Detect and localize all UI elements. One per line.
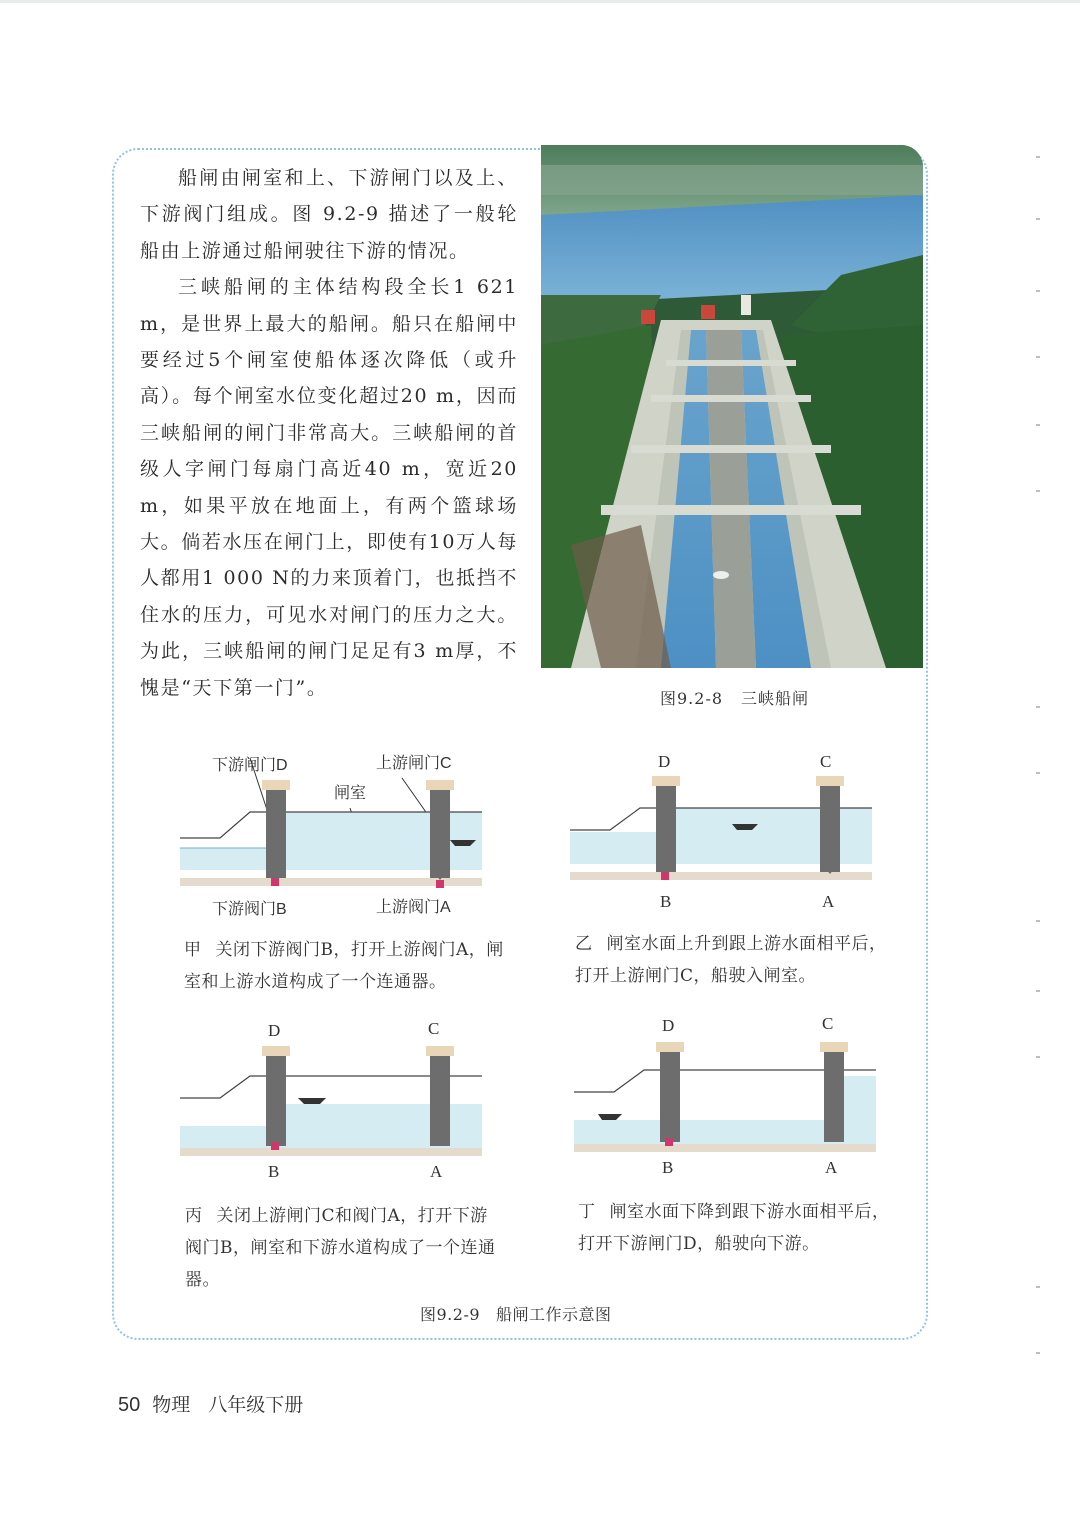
label-b-b: B: [660, 892, 672, 911]
figure-caption-number: 图9.2-9: [420, 1305, 481, 1324]
footer-grade: 八年级下册: [208, 1394, 304, 1416]
figure-caption-title: 船闸工作示意图: [496, 1305, 612, 1324]
intro-text: [140, 160, 518, 706]
caption-a: [184, 934, 504, 998]
three-gorges-lock-photo: [541, 145, 923, 668]
label-b-a: A: [822, 892, 835, 911]
label-d-a: A: [825, 1158, 838, 1177]
label-b-d: D: [658, 752, 671, 771]
label-c-d: D: [268, 1021, 281, 1040]
page-number: 50: [118, 1394, 141, 1416]
intro-paragraph-1: 船闸由闸室和上、下游闸门以及上、下游阀门组成。图 9.2-9 描述了一般轮船由上游通过船闸驶往下游的情况。: [140, 167, 518, 262]
label-d-c: C: [822, 1014, 834, 1033]
caption-d: [578, 1196, 896, 1260]
label-c-b: B: [268, 1162, 280, 1181]
caption-b-text: 闸室水面上升到跟上游水面相平后，打开上游闸门C，船驶入闸室。: [575, 934, 887, 986]
label-d-d: D: [662, 1016, 675, 1035]
label-upstream-gate-c: 上游闸门C: [376, 755, 452, 772]
lock-diagram-b: [570, 726, 880, 886]
label-upstream-valve-a: 上游阀门A: [376, 899, 451, 916]
lock-diagram-c: [180, 1000, 490, 1160]
caption-a-mark: 甲: [184, 940, 202, 960]
intro-paragraph-2: 三峡船闸的主体结构段全长1 621 m，是世界上最大的船闸。船只在船闸中要经过5个闸室使船体逐次降低（或升高）。每个闸室水位变化超过20 m，因而三峡船闸的闸门非常高大。三峡船闸的首级人字闸门每扇门高近40 m，宽近20 m，如果平放在地面上，有两个篮球场大。倘若水压在闸门上，即使有10万人每人都用1 000 N的力来顶着门，也抵挡不住水的压力，可见水对闸门的压力之大。为此，三峡船闸的闸门足足有3 m厚，不愧是“天下第一门”。: [140, 276, 518, 699]
caption-b-mark: 乙: [575, 934, 593, 954]
label-downstream-valve-b: 下游阀门B: [212, 901, 287, 918]
photo-caption: [660, 686, 809, 709]
label-b-c: C: [820, 752, 832, 771]
label-c-c: C: [428, 1019, 440, 1038]
caption-c-mark: 丙: [185, 1206, 203, 1226]
label-chamber: 闸室: [334, 785, 367, 802]
label-c-a: A: [430, 1162, 443, 1181]
top-edge-line: [0, 0, 1080, 3]
label-downstream-gate-d: 下游闸门D: [212, 757, 288, 774]
caption-c: [185, 1200, 503, 1296]
figure-caption: [420, 1302, 612, 1325]
photo-caption-title: 三峡船闸: [741, 689, 810, 708]
caption-d-text: 闸室水面下降到跟下游水面相平后，打开下游闸门D，船驶向下游。: [578, 1202, 890, 1254]
lock-diagram-d: [574, 996, 884, 1156]
page-footer: [118, 1390, 303, 1417]
caption-b: [575, 928, 893, 992]
lock-diagram-a: [180, 730, 490, 890]
photo-caption-number: 图9.2-8: [660, 689, 724, 708]
caption-d-mark: 丁: [578, 1202, 596, 1222]
label-d-b: B: [662, 1158, 674, 1177]
caption-c-text: 关闭上游闸门C和阀门A，打开下游阀门B，闸室和下游水道构成了一个连通器。: [185, 1206, 496, 1290]
caption-a-text: 关闭下游阀门B，打开上游阀门A，闸室和上游水道构成了一个连通器。: [184, 940, 504, 992]
footer-subject: 物理: [152, 1394, 191, 1416]
margin-marks: [1036, 0, 1046, 1526]
